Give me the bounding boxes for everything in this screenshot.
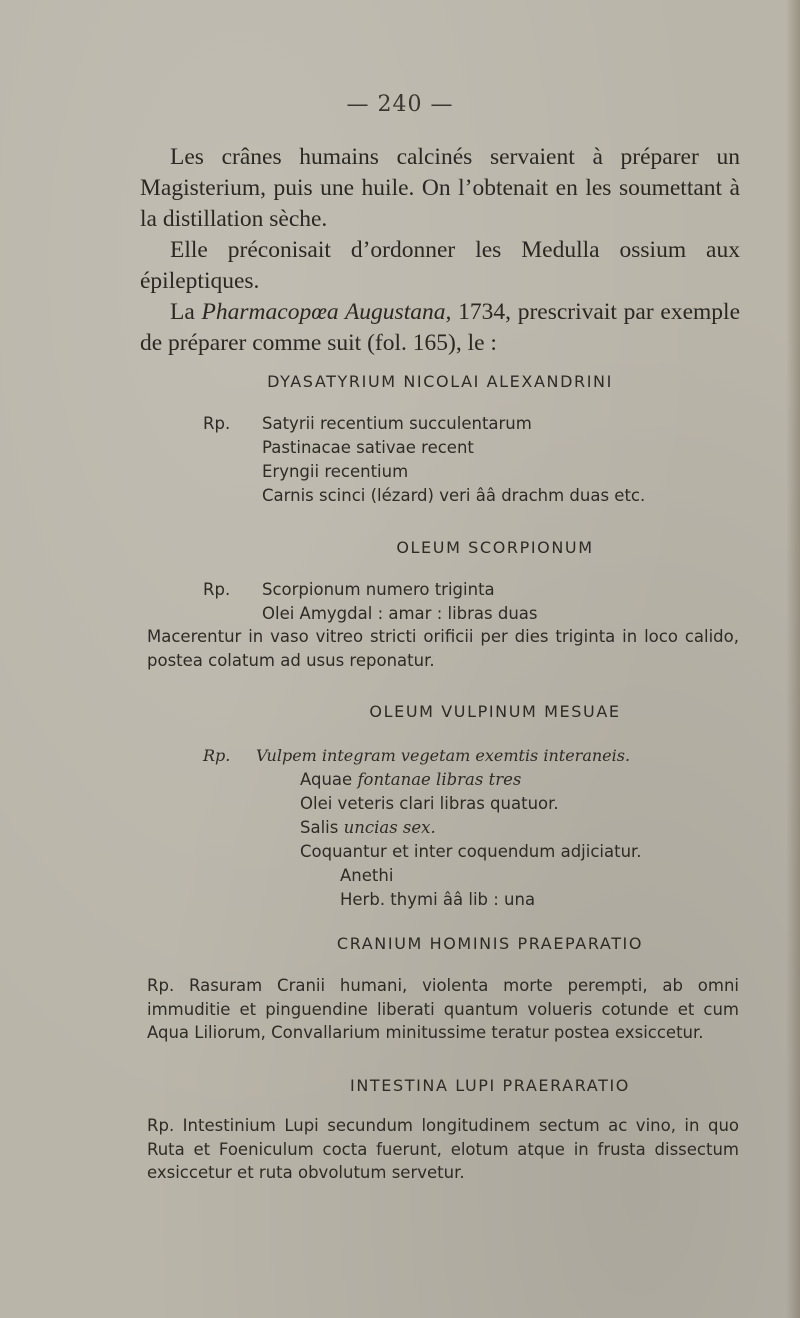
ingredient-line: Herb. thymi ââ lib : una	[340, 890, 536, 909]
intro-text	[140, 142, 740, 359]
recipe-title: OLEUM VULPINUM MESUAE	[369, 702, 621, 721]
rp-label: Rp.	[203, 580, 231, 599]
ingredient-line: Vulpem integram vegetam exemtis interaneis.	[256, 746, 631, 765]
recipe-title: INTESTINA LUPI PRAERARATIO	[350, 1076, 630, 1095]
recipe-instructions: Rp. Rasuram Cranii humani, violenta morte perempti, ab omni immuditie et pinguendine liberati quantum volueris cotunde et cum Aqua Liliorum, Convallarium minitussime teratur postea exsiccetur.	[147, 976, 739, 1042]
rp-label: Rp.	[203, 414, 231, 433]
ingredient-italic: fontanae libras tres	[357, 770, 522, 789]
ingredient-text: Salis	[300, 818, 344, 837]
ingredient-text: Aquae	[300, 770, 358, 789]
ingredient-line: Pastinacae sativae recent	[262, 438, 474, 457]
intro-p3-pre: La	[170, 299, 202, 325]
recipe-instructions: Macerentur in vaso vitreo stricti orificii per dies triginta in loco calido, postea colatum ad usus reponatur.	[147, 627, 739, 670]
recipe-title: DYASATYRIUM NICOLAI ALEXANDRINI	[267, 372, 613, 391]
ingredient-line: Carnis scinci (lézard) veri ââ drachm duas etc.	[262, 486, 646, 505]
ingredient-line: Eryngii recentium	[262, 462, 409, 481]
intro-paragraph-1: Les crânes humains calcinés servaient à préparer un Magisterium, puis une huile. On l’obtenait en les soumettant à la distillation sèche.	[140, 144, 740, 232]
ingredient-line: Anethi	[340, 866, 394, 885]
ingredient-line: Satyrii recentium succulentarum	[262, 414, 532, 433]
ingredient-line: Coquantur et inter coquendum adjiciatur.	[300, 842, 642, 861]
ingredient-line: Scorpionum numero triginta	[262, 580, 495, 599]
recipe-instructions: Rp. Intestinium Lupi secundum longitudinem sectum ac vino, in quo Ruta et Foeniculum cocta fuerunt, elotum atque in frusta dissectum exsiccetur et ruta obvolutum servetur.	[147, 1116, 739, 1182]
page-number: — 240 —	[346, 92, 454, 117]
intro-paragraph-2: Elle préconisait d’ordonner les Medulla ossium aux épileptiques.	[140, 237, 740, 294]
intro-p3-post: 1734, prescrivait par exemple de préparer comme suit (fol. 165), le :	[140, 299, 741, 356]
intro-paragraph-3	[140, 297, 740, 359]
page-edge-shadow	[786, 0, 800, 1318]
ingredient-line: Olei veteris clari libras quatuor.	[300, 794, 559, 813]
ingredient-italic: uncias sex.	[343, 818, 436, 837]
pharmacopoea-title: Pharmacopœa Augustana,	[201, 299, 452, 325]
recipe-title: CRANIUM HOMINIS PRAEPARATIO	[336, 934, 644, 953]
ingredient-line	[300, 816, 436, 839]
ingredient-line	[300, 768, 521, 791]
ingredient-line: Olei Amygdal : amar : libras duas	[262, 604, 538, 623]
recipe-title: OLEUM SCORPIONUM	[396, 538, 594, 557]
rp-label: Rp.	[203, 746, 231, 765]
